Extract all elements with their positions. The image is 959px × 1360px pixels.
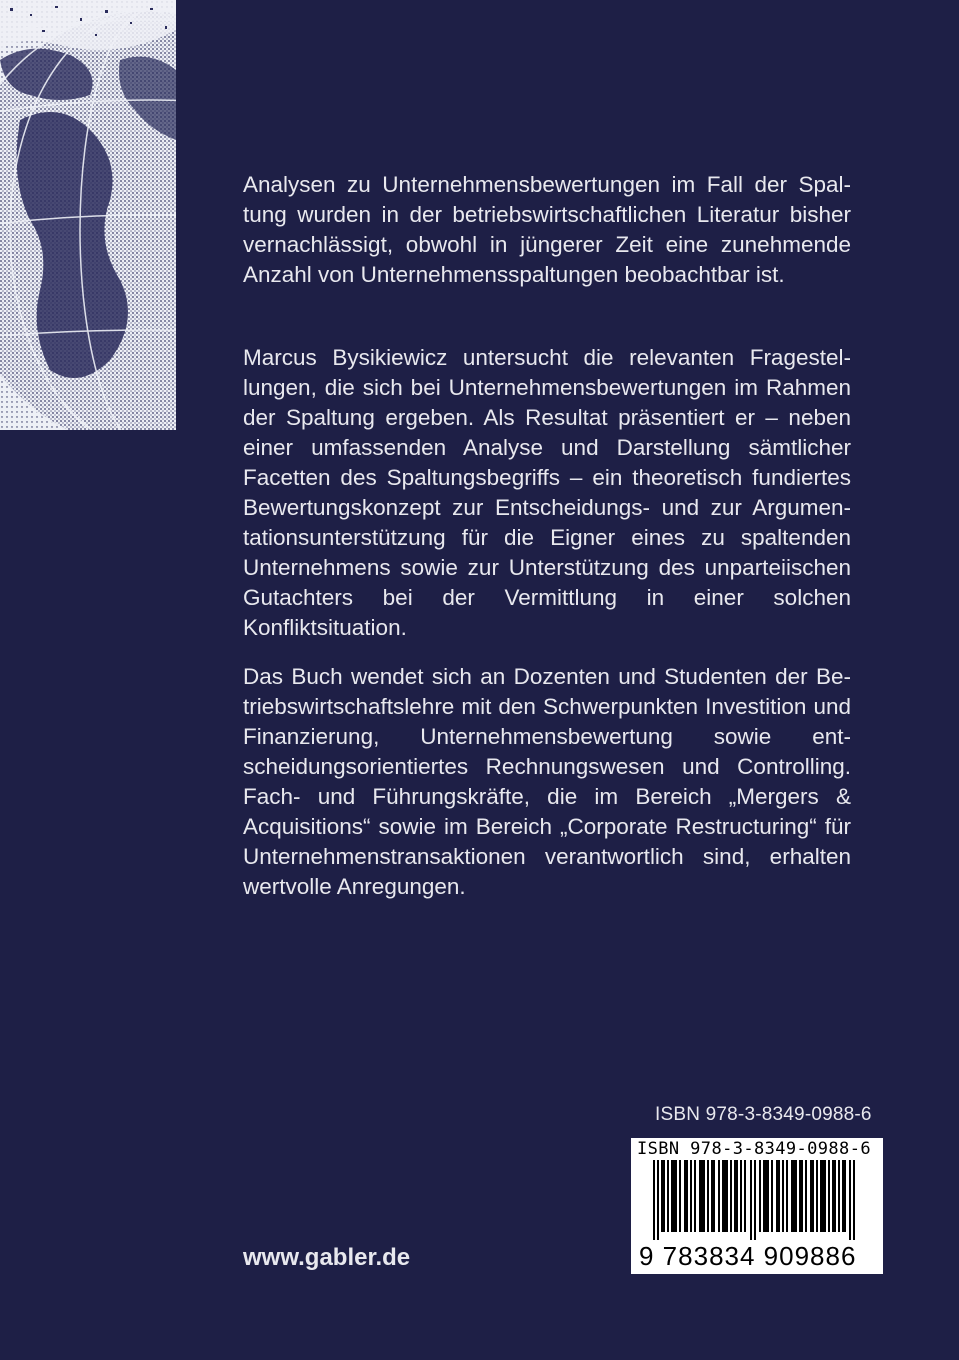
description-paragraph-2: Marcus Bysikiewicz untersucht die relevanten Fragestellungen, die sich bei Unternehmensbewertungen im Rahmen der Spaltung ergeben. Als Resultat präsentiert er – neben einer umfassenden Analyse und Darstellung sämtlicher Facetten des Spaltungsbegriffs – ein theoretisch fundiertes Bewertungskonzept zur Entscheidungs- und zur Argumentationsunterstützung für die Eigner eines zu spaltenden Unternehmens sowie zur Unterstützung des unparteiischen Gutachters bei der Vermittlung in einer solchen Konfliktsituation. — [243, 345, 851, 640]
description-paragraph-3: Das Buch wendet sich an Dozenten und Studenten der Betriebswirtschaftslehre mit den Schwerpunkten Investition und Finanzierung, Unternehmensbewertung sowie entscheidungsorientiertes Rechnungswesen und Controlling. Fach- und Führungskräfte, die im Bereich „Mergers & Acquisitions“ sowie im Bereich „Corporate Restructuring“ für Unternehmenstransaktionen verantwortlich sind, erhalten wertvolle Anregungen. — [243, 664, 851, 899]
barcode-bars — [639, 1160, 875, 1240]
publisher-website: www.gabler.de — [243, 1244, 411, 1271]
barcode-digits: 9 783834 909886 — [639, 1241, 857, 1271]
isbn-label: ISBN 978-3-8349-0988-6 — [655, 1104, 872, 1125]
globe-illustration — [0, 0, 176, 430]
barcode-isbn-text: ISBN 978-3-8349-0988-6 — [637, 1139, 871, 1159]
barcode — [631, 1138, 883, 1274]
description-paragraph-1: Analysen zu Unternehmensbewertungen im Fall der Spaltung wurden in der betriebswirtschaftlichen Literatur bisher vernachlässigt, obwohl in jüngerer Zeit eine zunehmende Anzahl von Unternehmensspaltungen beobachtbar ist. — [243, 172, 851, 287]
